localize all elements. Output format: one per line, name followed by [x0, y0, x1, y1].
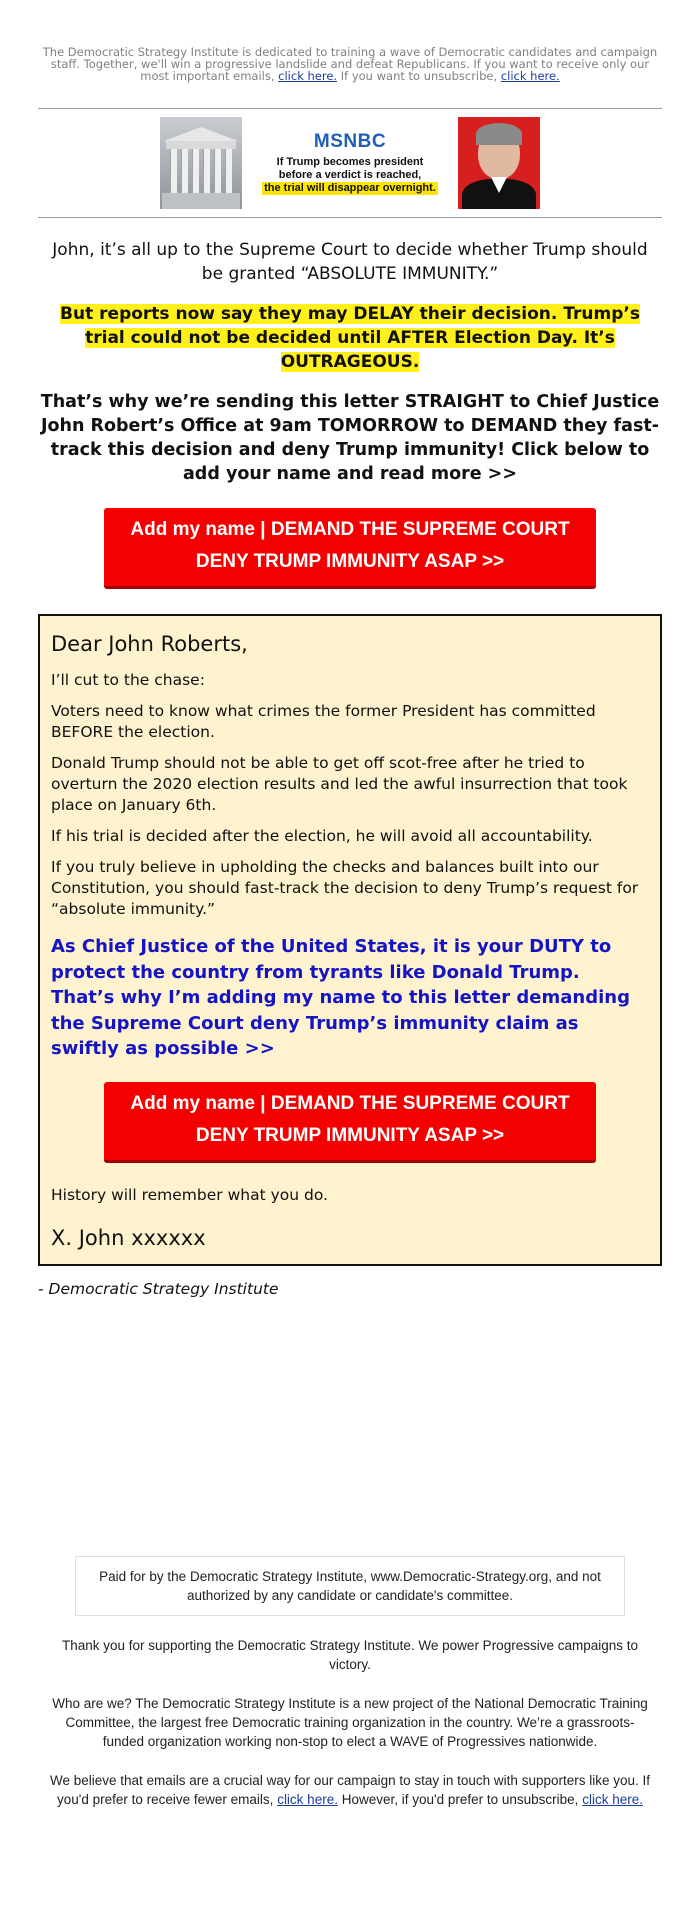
chief-justice-photo [458, 117, 540, 209]
banner-line-3: the trial will disappear overnight. [264, 182, 436, 194]
letter-paragraph-4: If his trial is decided after the election, he will avoid all accountability. [51, 827, 593, 845]
footer-unsubscribe-link[interactable]: click here. [582, 1791, 643, 1807]
footer-emails [48, 1771, 652, 1809]
sender-credit: - Democratic Strategy Institute [38, 1279, 279, 1298]
footer-thanks: Thank you for supporting the Democratic Strategy Institute. We power Progressive campaigns to victory. [61, 1637, 639, 1672]
msnbc-logo: MSNBC [313, 131, 387, 152]
preheader [38, 0, 662, 82]
important-emails-link[interactable]: click here. [278, 69, 338, 83]
letter-box [38, 614, 662, 1266]
footer-emails-mid: However, if you'd prefer to unsubscribe, [341, 1791, 579, 1807]
paid-for-disclaimer: Paid for by the Democratic Strategy Institute, www.Democratic-Strategy.org, and not authorized by any candidate or candidate's committee. [75, 1556, 625, 1616]
add-my-name-button-letter[interactable]: Add my name | DEMAND THE SUPREME COURT DENY TRUMP IMMUNITY ASAP >> [104, 1082, 596, 1163]
letter-closing: History will remember what you do. [51, 1185, 328, 1204]
alert-highlight: But reports now say they may DELAY their decision. Trump’s trial could not be decided until AFTER Election Day. It’s OUTRAGEOUS. [60, 304, 640, 372]
letter-duty-link[interactable]: As Chief Justice of the United States, it is your DUTY to protect the country from tyrants like Donald Trump. That’s why I’m adding my name to this letter demanding the Supreme Court deny Trump’s immunity claim as swiftly as possible >> [51, 936, 630, 1059]
fewer-emails-link[interactable]: click here. [277, 1791, 338, 1807]
letter-signature: X. John xxxxxx [51, 1225, 206, 1250]
unsubscribe-link[interactable]: click here. [500, 69, 560, 83]
banner-line-2: before a verdict is reached, [278, 169, 422, 181]
footer-who-are-we: Who are we? The Democratic Strategy Institute is a new project of the National Democratic Training Committee, the largest free Democratic training organization in the country. We’re a grassroots-funded organization working non-stop to elect a WAVE of Progressives nationwide. [52, 1695, 648, 1749]
letter-paragraph-1: I’ll cut to the chase: [51, 671, 205, 689]
msnbc-banner[interactable] [38, 109, 662, 217]
divider-bottom [38, 217, 662, 218]
call-to-action-text: That’s why we’re sending this letter STRAIGHT to Chief Justice John Robert’s Office at 9am TOMORROW to DEMAND they fast-track this decision and deny Trump immunity! Click below to add your name and read more >> [40, 392, 660, 484]
intro-text: John, it’s all up to the Supreme Court to decide whether Trump should be granted “ABSOLUTE IMMUNITY.” [52, 240, 648, 284]
preheader-text: The Democratic Strategy Institute is dedicated to training a wave of Democratic candidates and campaign staff. Together, we'll win a progressive landslide and defeat Republicans. If you want to receive only our most important emails, [42, 45, 658, 83]
preheader-mid-text: If you want to unsubscribe, [340, 69, 498, 83]
letter-paragraph-5: If you truly believe in upholding the checks and balances built into our Constitution, you should fast-track the decision to deny Trump’s request for “absolute immunity.” [51, 858, 639, 918]
supreme-court-image [160, 117, 242, 209]
letter-greeting: Dear John Roberts, [51, 632, 248, 656]
letter-paragraph-3: Donald Trump should not be able to get off scot-free after he tried to overturn the 2020 election results and led the awful insurrection that took place on January 6th. [51, 754, 628, 814]
alert-text [48, 302, 652, 374]
add-my-name-button[interactable]: Add my name | DEMAND THE SUPREME COURT DENY TRUMP IMMUNITY ASAP >> [104, 508, 596, 589]
footer-emails-text: We believe that emails are a crucial way for our campaign to stay in touch with supporters like you. If you'd prefer to receive fewer emails, [49, 1772, 651, 1807]
letter-paragraph-2: Voters need to know what crimes the former President has committed BEFORE the election. [51, 702, 596, 741]
banner-line-1: If Trump becomes president [276, 156, 424, 168]
